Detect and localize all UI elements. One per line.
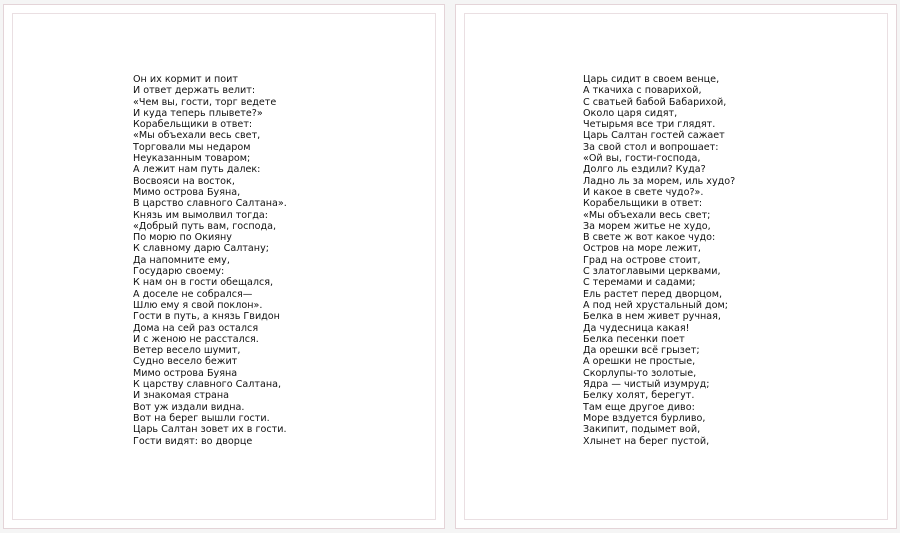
verse-line: «Мы объехали весь свет,: [133, 130, 261, 142]
verse-line: Четырьмя все три глядят.: [583, 119, 716, 131]
verse-line: Да напомните ему,: [133, 254, 230, 266]
verse-line: И какое в свете чудо?».: [583, 186, 704, 198]
verse-line: Гости видят: во дворце: [133, 435, 253, 447]
verse-line: Корабельщики в ответ:: [583, 198, 703, 210]
verse-line: Хлынет на берег пустой,: [583, 435, 710, 447]
verse-line: «Мы объехали весь свет;: [583, 209, 711, 221]
right-page: [455, 4, 897, 529]
verse-line: С сватьей бабой Бабарихой,: [583, 96, 727, 108]
verse-line: За свой стол и вопрошает:: [583, 141, 719, 153]
verse-line: «Добрый путь вам, господа,: [133, 220, 277, 232]
verse-line: Царь сидит в своем венце,: [583, 74, 720, 85]
verse-line: Скорлупы-то золотые,: [583, 367, 697, 379]
verse-line: В царство славного Салтана».: [133, 198, 287, 210]
verse-line: И ответ держать велит:: [133, 85, 256, 97]
verse-line: Там еще другое диво:: [583, 401, 695, 413]
verse-line: Мимо острова Буяна,: [133, 186, 241, 198]
verse-line: А орешки не простые,: [583, 356, 696, 368]
verse-line: Мимо острова Буяна: [133, 367, 238, 379]
verse-line: Государю своему:: [133, 266, 225, 278]
verse-line: Море вздуется бурливо,: [583, 412, 706, 424]
verse-line: Он их кормит и поит: [133, 74, 238, 85]
verse-line: А под ней хрустальный дом;: [583, 299, 728, 311]
right-page-verse: [583, 74, 735, 447]
verse-line: Гости в путь, а князь Гвидон: [133, 311, 280, 323]
verse-line: Вот на берег вышли гости.: [133, 412, 270, 424]
verse-line: Закипит, подымет вой,: [583, 424, 701, 436]
left-page-verse: [133, 74, 287, 447]
verse-line: Ветер весело шумит,: [133, 345, 241, 357]
verse-line: За морем житье не худо,: [583, 220, 711, 232]
verse-line: Град на острове стоит,: [583, 254, 701, 266]
verse-line: И куда теперь плывете?»: [133, 107, 263, 119]
verse-line: Шлю ему я свой поклон».: [133, 299, 263, 311]
verse-line: Дома на сей раз остался: [133, 322, 259, 334]
verse-line: Князь им вымолвил тогда:: [133, 209, 268, 221]
verse-line: Белка песенки поет: [583, 333, 685, 345]
verse-line: Белка в нем живет ручная,: [583, 311, 721, 323]
verse-line: Ладно ль за морем, иль худо?: [583, 175, 736, 187]
verse-line: К царству славного Салтана,: [133, 379, 282, 391]
verse-line: «Чем вы, гости, торг ведете: [133, 96, 277, 108]
verse-line: К нам он в гости обещался,: [133, 277, 274, 289]
verse-line: Ель растет перед дворцом,: [583, 288, 723, 300]
verse-line: Корабельщики в ответ:: [133, 119, 253, 131]
verse-line: Да орешки всё грызет;: [583, 345, 700, 357]
left-page: [3, 4, 445, 529]
verse-line: А ткачиха с поварихой,: [583, 85, 702, 97]
verse-line: Остров на море лежит,: [583, 243, 701, 255]
verse-line: Восвояси на восток,: [133, 175, 235, 187]
verse-line: К славному дарю Салтану;: [133, 243, 269, 255]
verse-line: А лежит нам путь далек:: [133, 164, 261, 176]
verse-line: Вот уж издали видна.: [133, 401, 245, 413]
verse-line: В свете ж вот какое чудо:: [583, 232, 716, 244]
verse-line: Царь Салтан гостей сажает: [583, 130, 725, 142]
verse-line: По морю по Окияну: [133, 232, 232, 244]
verse-line: Около царя сидят,: [583, 107, 678, 119]
verse-line: И с женою не расстался.: [133, 333, 259, 345]
verse-line: И знакомая страна: [133, 390, 230, 402]
verse-line: Долго ль ездили? Куда?: [583, 164, 706, 176]
verse-line: Белку холят, берегут.: [583, 390, 695, 402]
verse-line: Неуказанным товаром;: [133, 153, 251, 165]
verse-line: Торговали мы недаром: [133, 141, 251, 153]
verse-line: Да чудесница какая!: [583, 322, 690, 334]
verse-line: С златоглавыми церквами,: [583, 266, 721, 278]
verse-line: С теремами и садами;: [583, 277, 696, 289]
verse-line: Ядра — чистый изумруд;: [583, 379, 710, 391]
verse-line: Судно весело бежит: [133, 356, 238, 368]
verse-line: Царь Салтан зовет их в гости.: [133, 424, 287, 436]
verse-line: «Ой вы, гости-господа,: [583, 153, 701, 165]
verse-line: А доселе не собрался—: [133, 288, 253, 300]
